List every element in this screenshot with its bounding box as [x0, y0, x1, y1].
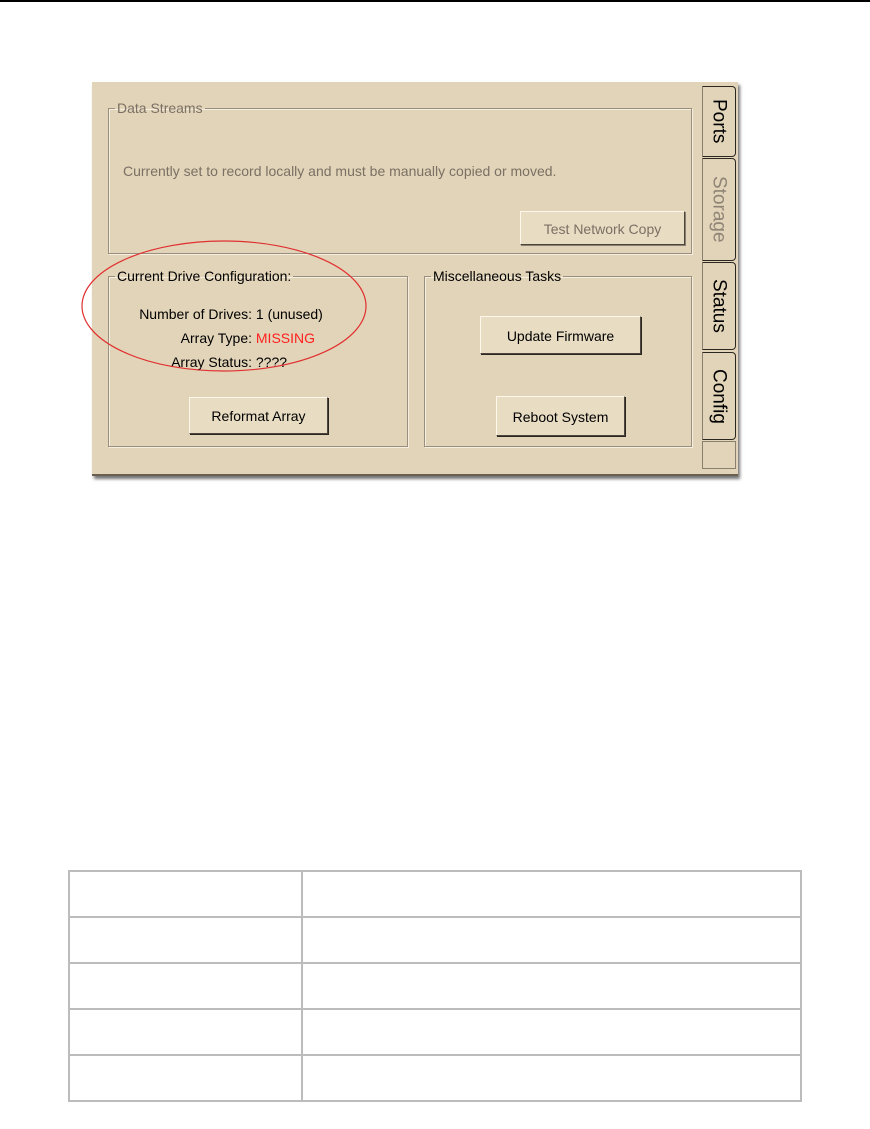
drive-config-legend: Current Drive Configuration:: [117, 268, 292, 284]
empty-table: [68, 870, 802, 1102]
top-rule: [0, 0, 870, 2]
tab-ports[interactable]: [702, 86, 736, 157]
table-row: [69, 963, 801, 1009]
tab-status[interactable]: [702, 262, 736, 350]
data-streams-group: [108, 101, 692, 254]
device-screen: [92, 82, 738, 476]
drive-count-row: [123, 306, 323, 322]
tab-config[interactable]: [702, 352, 736, 440]
test-network-copy-button[interactable]: Test Network Copy: [520, 211, 685, 245]
update-firmware-button[interactable]: Update Firmware: [480, 316, 641, 354]
storage-panel: [92, 82, 697, 474]
reformat-array-button[interactable]: Reformat Array: [189, 397, 328, 434]
array-type-label: Array Type:: [180, 330, 252, 346]
table-cell: [69, 1009, 302, 1055]
table-cell: [302, 917, 801, 963]
misc-tasks-group: [424, 269, 692, 447]
array-status-row: [123, 354, 287, 370]
drive-config-group: [108, 269, 408, 447]
drive-count-label: Number of Drives:: [139, 306, 252, 322]
array-status-label: Array Status:: [171, 354, 252, 370]
tab-storage-label: Storage: [708, 176, 730, 243]
array-status-value: ????: [255, 354, 288, 370]
side-tabs: [699, 82, 738, 474]
table-row: [69, 917, 801, 963]
reboot-system-button[interactable]: Reboot System: [496, 396, 625, 436]
data-streams-legend: Data Streams: [117, 100, 203, 116]
table-cell: [69, 963, 302, 1009]
table-cell: [302, 1009, 801, 1055]
tab-spacer: [702, 441, 736, 469]
array-type-value: MISSING: [255, 330, 316, 346]
table-cell: [302, 963, 801, 1009]
table-cell: [302, 1055, 801, 1101]
tab-status-label: Status: [708, 279, 730, 333]
table-cell: [69, 871, 302, 917]
array-type-row: [123, 330, 315, 346]
table-cell: [69, 1055, 302, 1101]
tab-config-label: Config: [708, 368, 730, 424]
drive-count-value: 1 (unused): [255, 306, 323, 322]
data-streams-message: Currently set to record locally and must be manually copied or moved.: [123, 163, 557, 179]
tab-storage[interactable]: [702, 158, 736, 261]
table-row: [69, 871, 801, 917]
table-cell: [302, 871, 801, 917]
misc-tasks-legend: Miscellaneous Tasks: [433, 268, 562, 284]
tab-ports-label: Ports: [708, 99, 730, 144]
table-row: [69, 1055, 801, 1101]
table-row: [69, 1009, 801, 1055]
table-cell: [69, 917, 302, 963]
